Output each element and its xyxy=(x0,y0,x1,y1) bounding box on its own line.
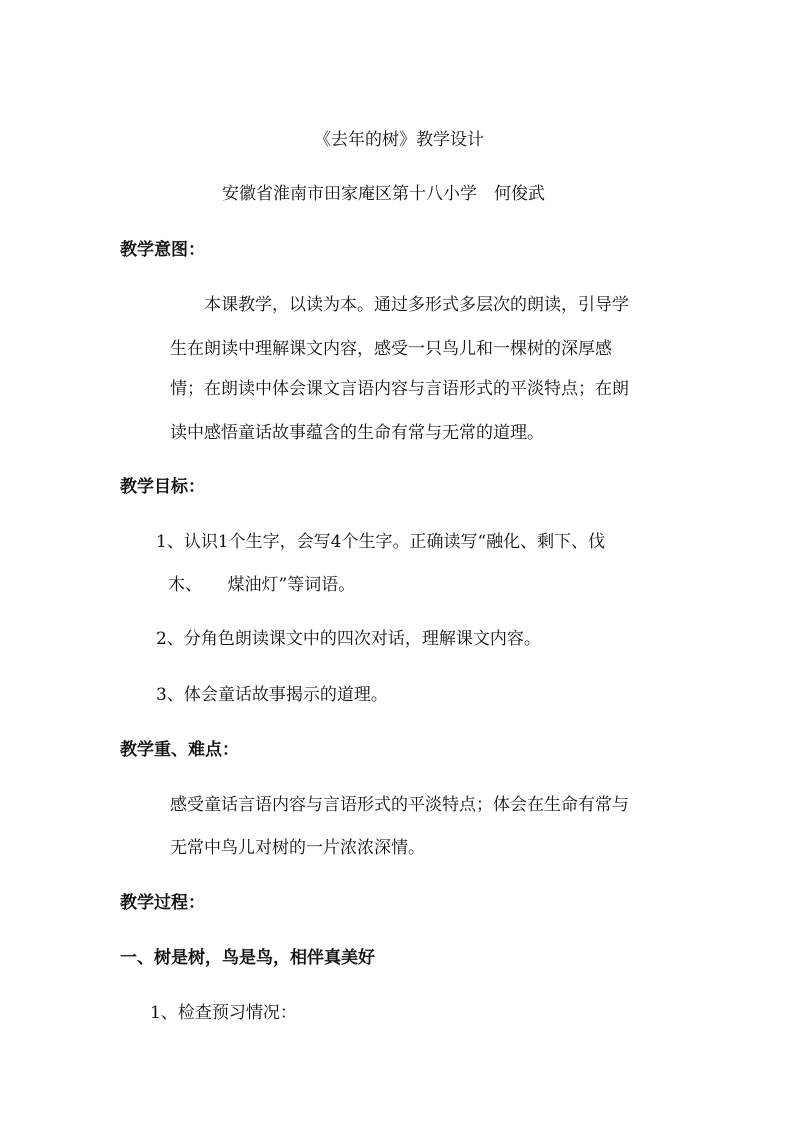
intent-line: 读中感悟童话故事蕴含的生命有常与无常的道理。 xyxy=(170,423,544,443)
goal-item: 3、体会童话故事揭示的道理。 xyxy=(156,685,388,705)
goal-item: 2、分角色朗读课文中的四次对话，理解课文内容。 xyxy=(156,629,541,649)
goal-item: 木、 煤油灯”等词语。 xyxy=(168,575,356,595)
goals-heading: 教学目标： xyxy=(120,477,205,497)
intent-line: 生在朗读中理解课文内容，感受一只鸟儿和一棵树的深厚感 xyxy=(170,339,612,359)
process-heading: 教学过程： xyxy=(120,893,205,913)
intent-heading: 教学意图： xyxy=(120,240,205,260)
key-points-heading: 教学重、难点： xyxy=(120,740,239,760)
key-points-line: 感受童话言语内容与言语形式的平淡特点；体会在生命有常与 xyxy=(170,795,629,815)
intent-line: 本课教学，以读为本。通过多形式多层次的朗读，引导学 xyxy=(204,295,629,315)
intent-line: 情；在朗读中体会课文言语内容与言语形式的平淡特点；在朗 xyxy=(170,379,629,399)
key-points-line: 无常中鸟儿对树的一片浓浓深情。 xyxy=(170,838,425,858)
author-line: 安徽省淮南市田家庵区第十八小学 何俊武 xyxy=(222,184,545,204)
process-step: 1、检查预习情况： xyxy=(150,1003,297,1023)
page-title: 《去年的树》教学设计 xyxy=(314,130,484,150)
process-subheading: 一、树是树，鸟是鸟，相伴真美好 xyxy=(120,948,375,968)
goal-item: 1、认识1个生字，会写4个生字。正确读写“融化、剩下、伐 xyxy=(156,532,606,552)
